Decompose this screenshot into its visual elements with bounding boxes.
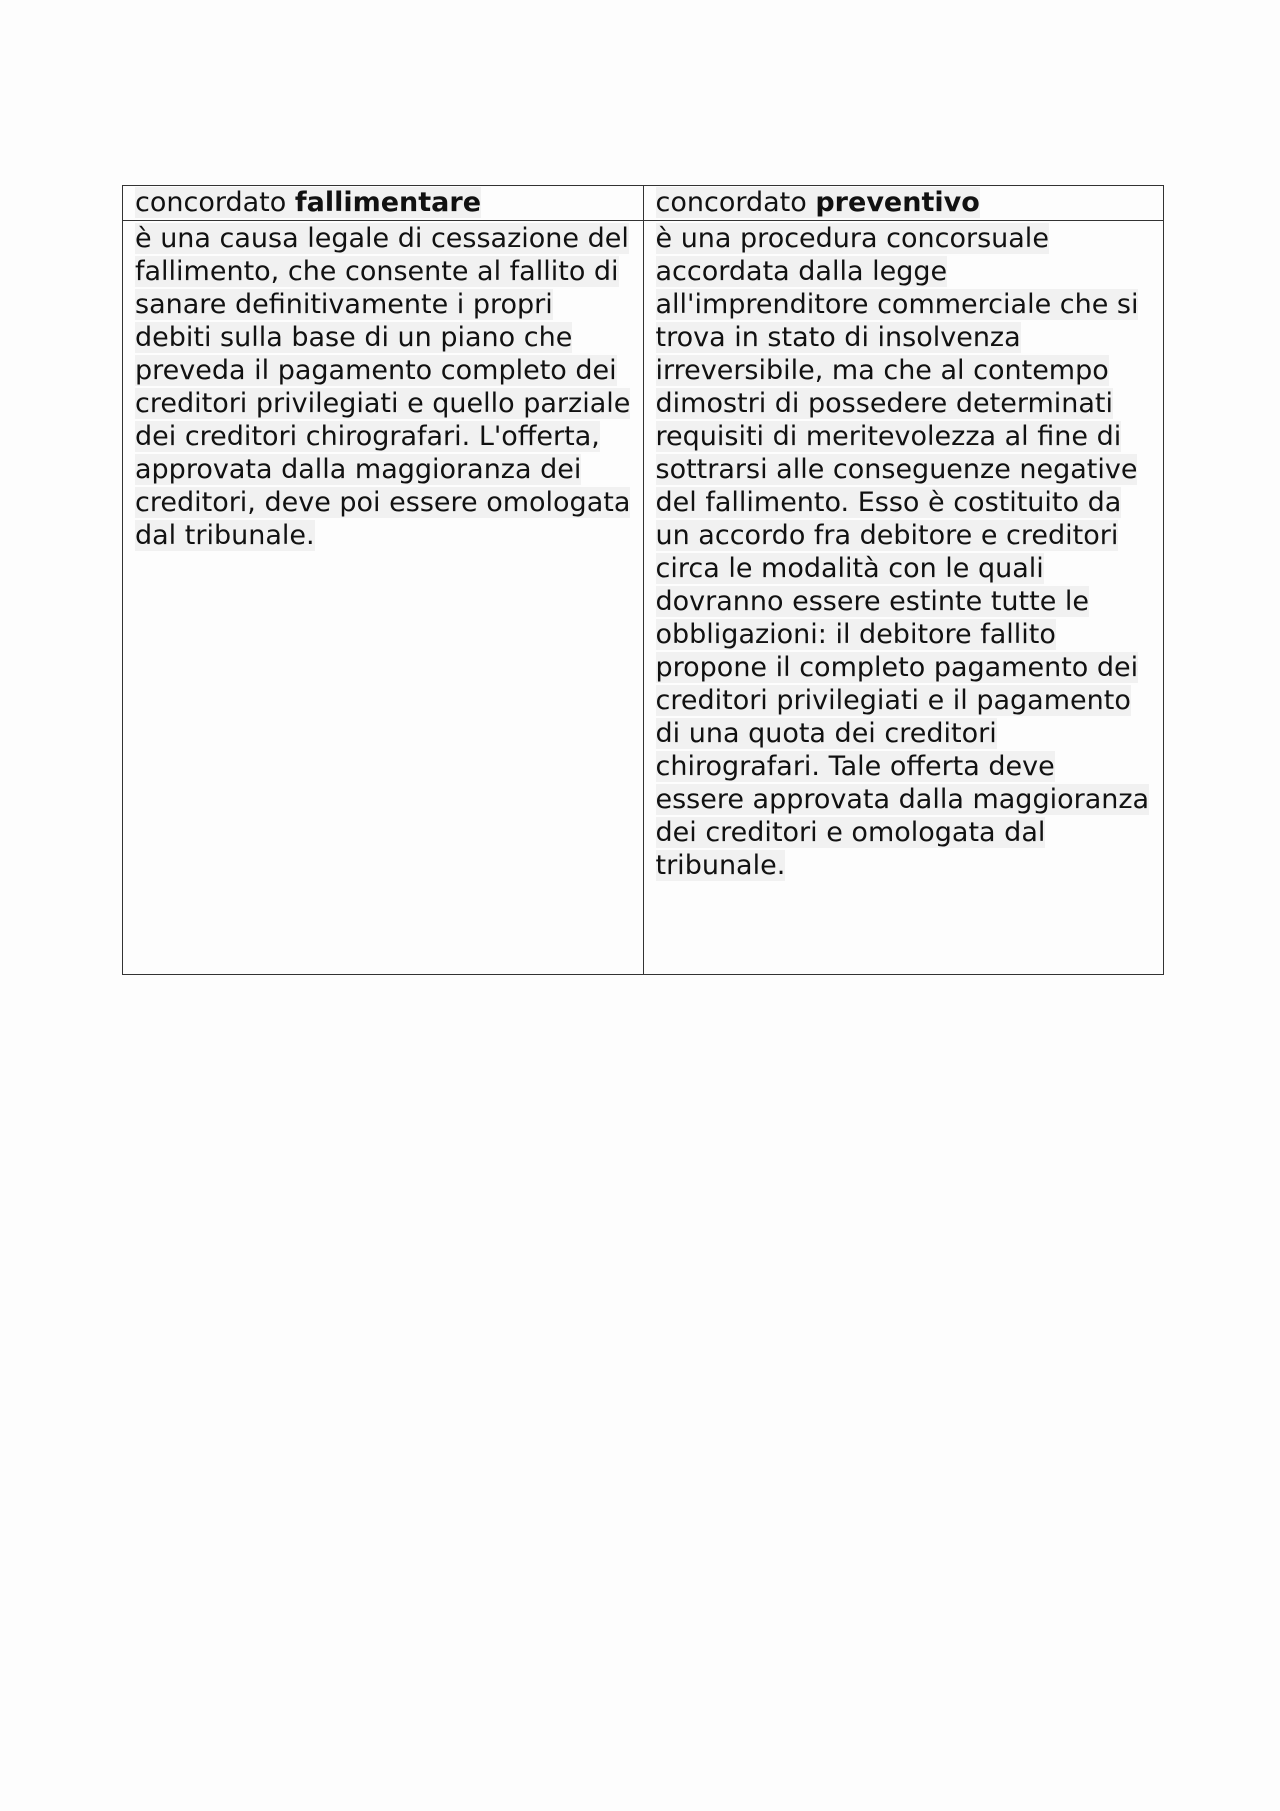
header-prefix: concordato — [655, 187, 807, 218]
header-cell-fallimentare — [123, 186, 644, 221]
body-cell-preventivo — [643, 221, 1164, 975]
definition-preventivo: è una procedura concorsuale accordata dalla legge all'imprenditore commerciale che si trova in stato di insolvenza irreversibile, ma che al contempo dimostri di possedere determinati requisiti di meritevolezza al fine di sottrarsi alle conseguenze negative del fallimento. Esso è costituito da un accordo fra debitore e creditori circa le modalità con le quali dovranno essere estinte tutte le obbligazioni: il debitore fallito propone il completo pagamento dei creditori privilegiati e il pagamento di una quota dei creditori chirografari. Tale offerta deve essere approvata dalla maggioranza dei creditori e omologata dal tribunale. — [655, 223, 1150, 881]
table-header-row — [123, 186, 1164, 221]
header-cell-preventivo — [643, 186, 1164, 221]
body-cell-fallimentare — [123, 221, 644, 975]
header-bold-term: fallimentare — [294, 187, 482, 218]
definition-fallimentare: è una causa legale di cessazione del fallimento, che consente al fallito di sanare definitivamente i propri debiti sulla base di un piano che preveda il pagamento completo dei creditori privilegiati e quello parziale dei creditori chirografari. L'offerta, approvata dalla maggioranza dei creditori, deve poi essere omologata dal tribunale. — [135, 223, 631, 551]
header-label-preventivo — [656, 187, 980, 218]
table-body-row — [123, 221, 1164, 975]
comparison-table — [122, 185, 1164, 975]
header-bold-term: preventivo — [815, 187, 980, 218]
header-label-fallimentare — [135, 187, 481, 218]
header-prefix: concordato — [135, 187, 287, 218]
